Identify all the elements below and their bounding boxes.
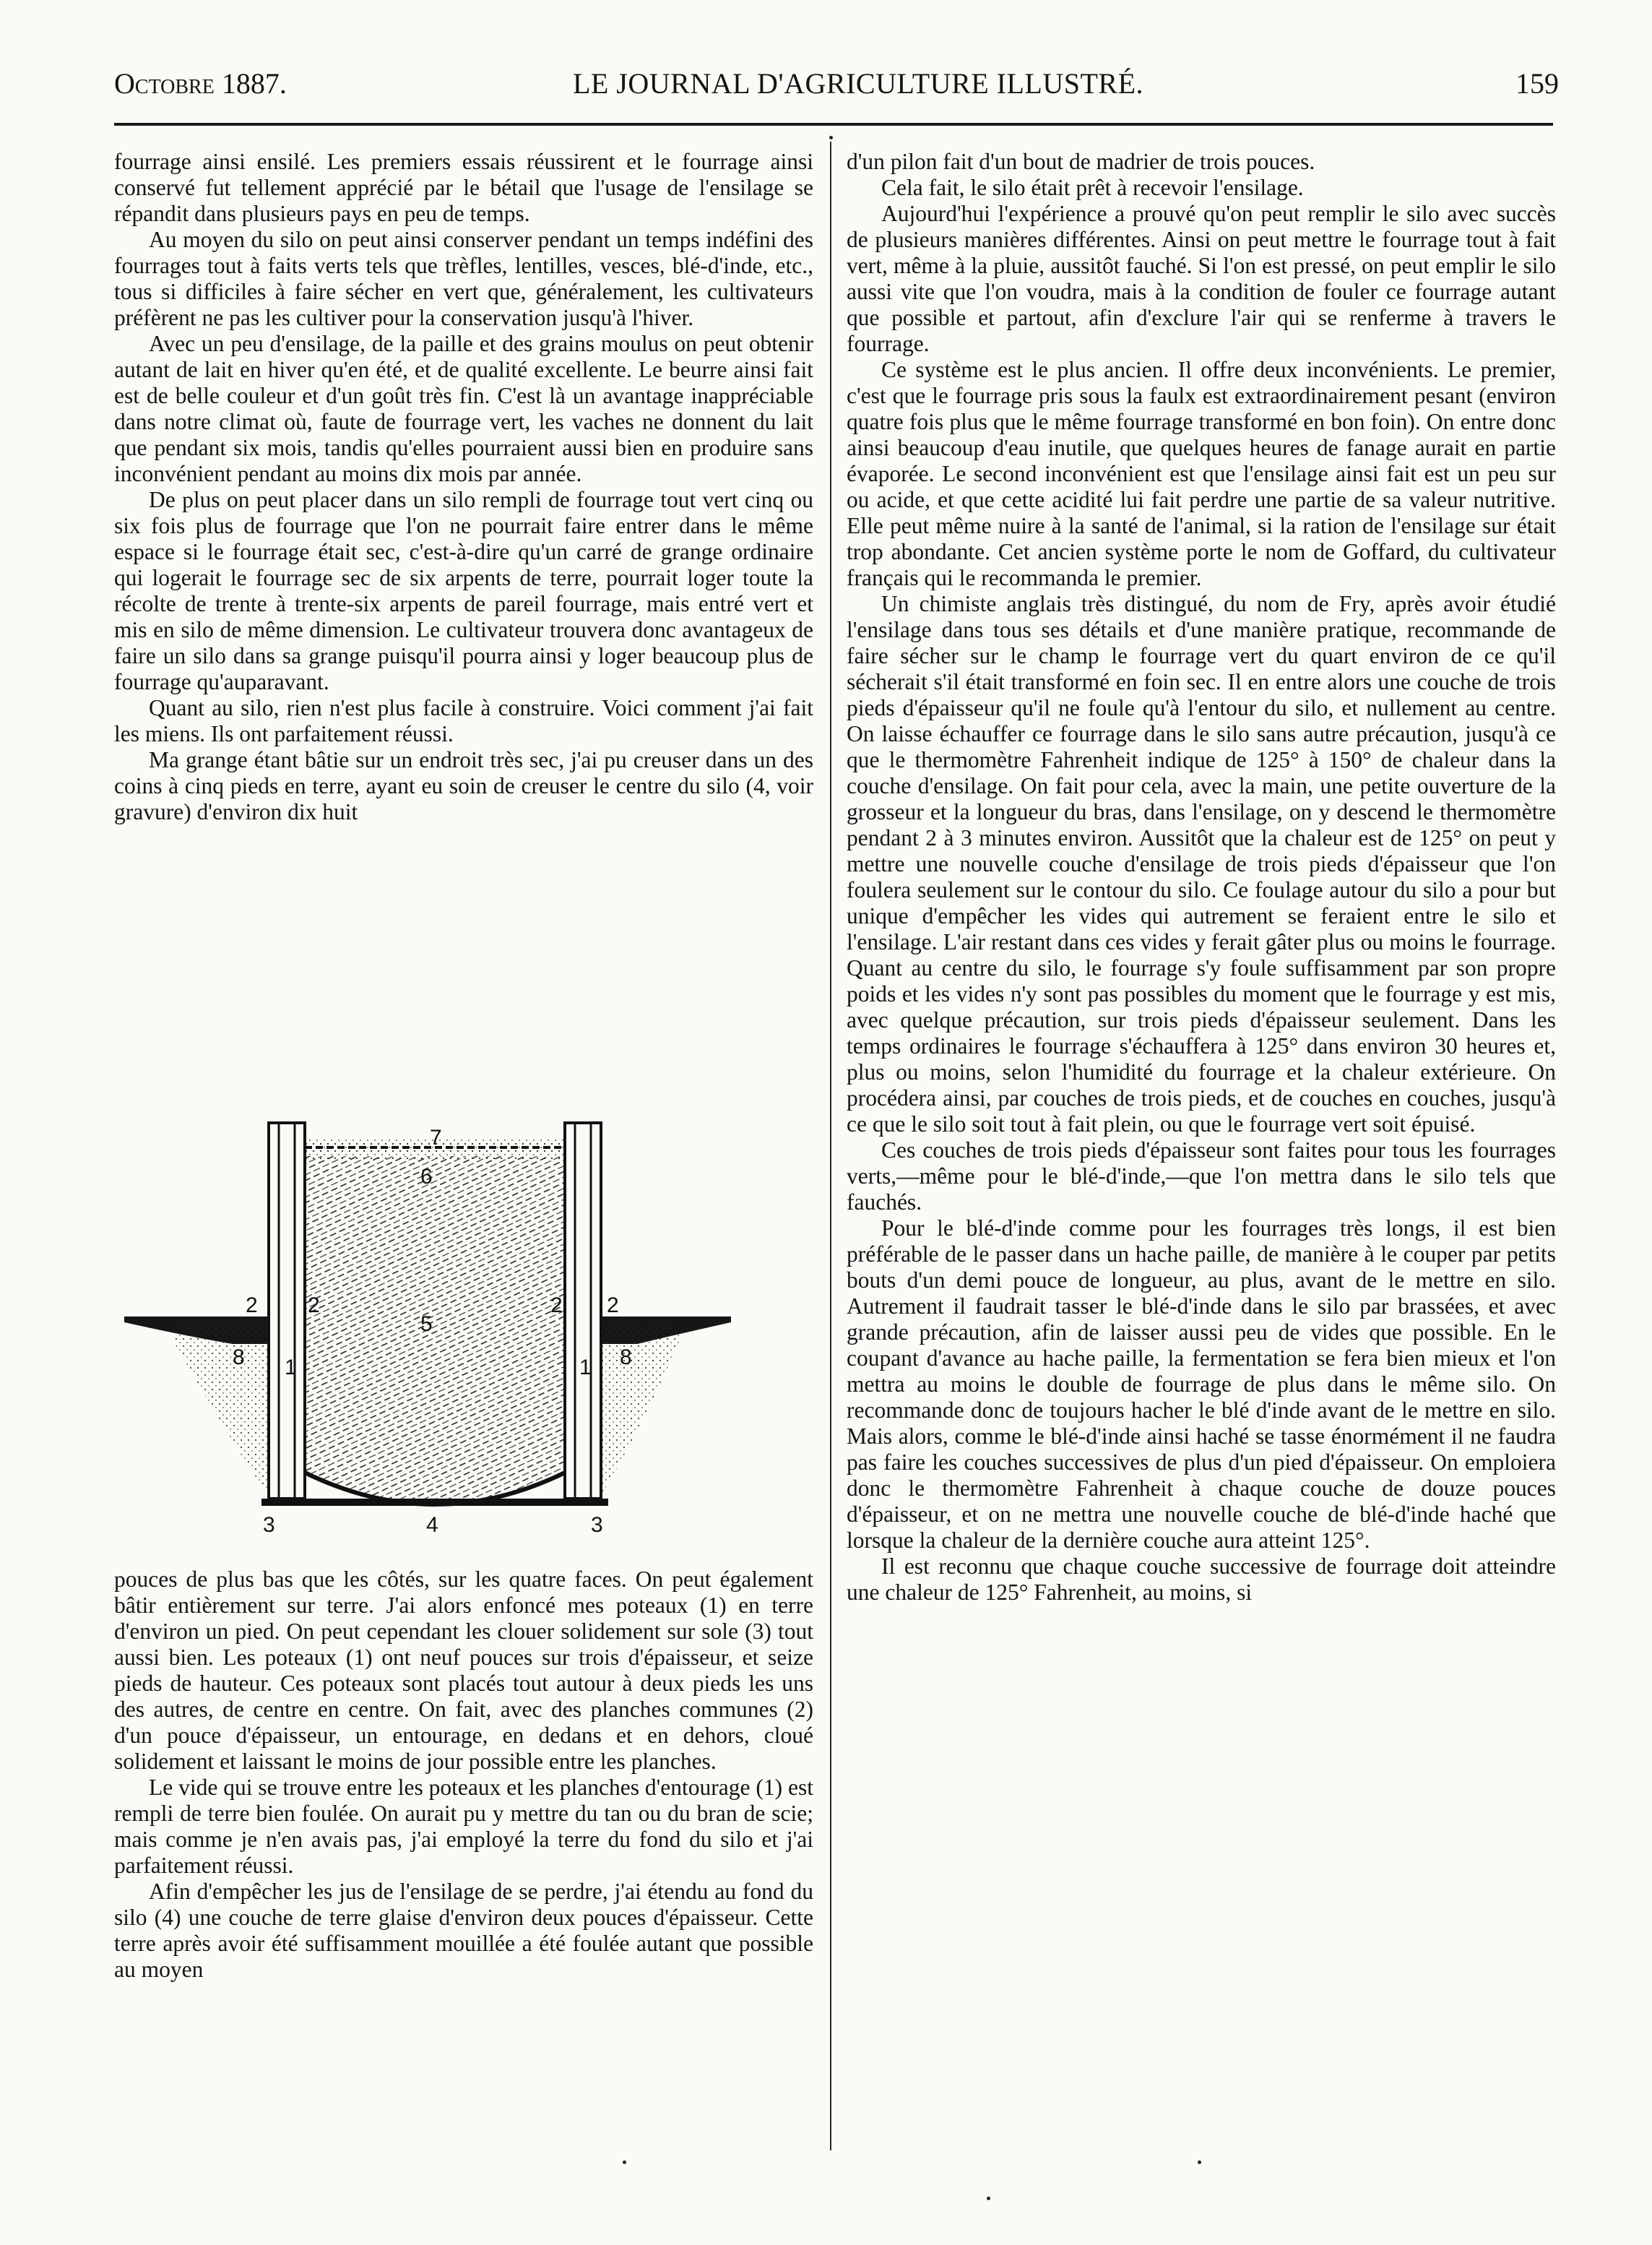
- label-2-outer-right: 2: [607, 1293, 619, 1317]
- paragraph: Quant au silo, rien n'est plus facile à construire. Voici comment j'ai fait les miens. Ils ont parfaitement réussi.: [114, 695, 813, 746]
- ornament-dot: [987, 2197, 990, 2200]
- paragraph: Cela fait, le silo était prêt à recevoir l'ensilage.: [881, 175, 1304, 200]
- label-3-left: 3: [263, 1513, 275, 1537]
- paragraph: Ma grange étant bâtie sur un endroit très sec, j'ai pu creuser dans un des coins à cinq pieds en terre, ayant eu soin de creuser le centre du silo (4, voir gravure) d'environ dix huit: [114, 747, 813, 824]
- right-column: [847, 149, 1556, 1606]
- label-2-inner-left: 2: [308, 1293, 320, 1317]
- page-number: 159: [1515, 67, 1559, 100]
- earth-right: [601, 1322, 688, 1496]
- paragraph: pouces de plus bas que les côtés, sur les quatre faces. On peut également bâtir entièrement sur terre. J'ai alors enfoncé mes poteaux (1) en terre d'environ un pied. On peut cependant les clouer solidement sur sole (3) tout aussi bien. Les poteaux (1) ont neuf pouces sur trois d'épaisseur, et seize pieds de hauteur. Ces poteaux sont placés tout autour à deux pieds les uns des autres, de centre en centre. On fait, avec des planches communes (2) d'un pouce d'épaisseur, un entourage, en dedans et en dehors, cloué solidement et laissant le moins de jour possible entre les planches.: [114, 1567, 813, 1774]
- left-column-lower: [114, 1567, 813, 1983]
- paragraph: Pour le blé-d'inde comme pour les fourrages très longs, il est bien préférable de le passer dans un hache paille, de manière à le couper par petits bouts d'un demi pouce de longueur, au plus, avant de le mettre en silo. Autrement il faudrait tasser le blé-d'inde dans le silo par brassées, et avec grande précaution, afin de laisser aussi peu de vides que possible. En le coupant d'avance au hache paille, la fermentation se fera bien mieux et l'on mettra au moins le double de fourrage de plus dans le même silo. On recommande donc de toujours hacher le blé d'inde avant de le mettre en silo. Mais alors, comme le blé-d'inde ainsi haché se tasse énormément il ne faudra pas faire les couches successives de plus d'un pied d'épaisseur. On emploiera donc le thermomètre Fahrenheit à chaque couche de douze pouces d'épaisseur, et on ne mettra une nouvelle couche de blé-d'inde haché que lorsque la chaleur de la dernière couche aura atteint 125°.: [847, 1215, 1556, 1553]
- page-header: [114, 62, 1559, 105]
- label-2-outer-left: 2: [246, 1293, 258, 1317]
- label-2-inner-right: 2: [550, 1293, 563, 1317]
- paragraph: d'un pilon fait d'un bout de madrier de trois pouces.: [847, 149, 1315, 174]
- journal-title: LE JOURNAL D'AGRICULTURE ILLUSTRÉ.: [572, 67, 1144, 100]
- label-5: 5: [420, 1312, 433, 1336]
- ornament-dot: [1198, 2160, 1201, 2164]
- label-4: 4: [426, 1513, 438, 1537]
- left-wall: [269, 1123, 305, 1499]
- paragraph: Ce système est le plus ancien. Il offre deux inconvénients. Le premier, c'est que le fourrage pris sous la faulx est extraordinairement pesant (environ quatre fois plus que le même fourrage transformé en bon foin). On entre donc ainsi beaucoup d'eau inutile, que quelques heures de fanage aurait en partie évaporée. Le second inconvénient est que l'ensilage ainsi fait est un peu sur ou acide, et que cette acidité lui fait perdre une partie de sa valeur nutritive. Elle peut même nuire à la santé de l'animal, si la ration de l'ensilage sur était trop abondante. Cet ancien système porte le nom de Goffard, du cultivateur français qui le recommanda le premier.: [847, 357, 1556, 590]
- label-8-left: 8: [233, 1345, 245, 1369]
- paragraph: Le vide qui se trouve entre les poteaux et les planches d'entourage (1) est rempli de terre bien foulée. On aurait pu y mettre du tan ou du bran de scie; mais comme je n'en avais pas, j'ai employé la terre du fond du silo et j'ai parfaitement réussi.: [114, 1775, 813, 1878]
- label-6: 6: [420, 1165, 433, 1189]
- silage-fill: [305, 1156, 565, 1502]
- label-8-right: 8: [620, 1345, 632, 1369]
- column-divider: [830, 142, 831, 2150]
- silo-diagram: [124, 1106, 731, 1539]
- right-wall: [565, 1123, 601, 1499]
- paragraph: fourrage ainsi ensilé. Les premiers essais réussirent et le fourrage ainsi conservé fut tellement apprécié par le bétail que l'usage de l'ensilage se répandit dans plusieurs pays en peu de temps.: [114, 149, 813, 226]
- paragraph: Il est reconnu que chaque couche successive de fourrage doit atteindre une chaleur de 125° Fahrenheit, au moins, si: [847, 1554, 1556, 1605]
- silo-cross-section-figure: [124, 1106, 731, 1539]
- label-1-right: 1: [579, 1356, 592, 1379]
- paragraph: Ces couches de trois pieds d'épaisseur sont faites pour tous les fourrages verts,—même pour le blé-d'inde,—que l'on mettra dans le silo tels que fauchés.: [847, 1137, 1556, 1215]
- label-7: 7: [430, 1126, 442, 1150]
- paragraph: Avec un peu d'ensilage, de la paille et des grains moulus on peut obtenir autant de lait en hiver qu'en été, et de qualité excellente. Le beurre ainsi fait est de belle couleur et d'un goût très fin. C'est là un avantage inappréciable dans notre climat où, faute de fourrage vert, les vaches ne donnent du lait que pendant six mois, tandis qu'elles pourraient aussi bien en produire sans inconvénient pendant au moins dix mois par année.: [114, 331, 813, 486]
- left-column-upper: [114, 149, 813, 825]
- label-3-right: 3: [591, 1513, 603, 1537]
- ornament-dot: [829, 136, 833, 139]
- paragraph: Au moyen du silo on peut ainsi conserver pendant un temps indéfini des fourrages tout à faits verts tels que trèfles, lentilles, vesces, blé-d'inde, etc., tous si difficiles à faire sécher en vert que, généralement, les cultivateurs préfèrent ne pas les cultiver pour la conservation jusqu'à l'hiver.: [114, 227, 813, 330]
- sole: [261, 1499, 608, 1506]
- earth-left: [175, 1322, 269, 1496]
- paragraph: De plus on peut placer dans un silo rempli de fourrage tout vert cinq ou six fois plus de fourrage que l'on ne pourrait faire entrer dans le même espace si le fourrage était sec, c'est-à-dire qu'un carré de grange ordinaire qui logerait le fourrage sec de six arpents de terre, pourrait loger toute la récolte de trente à trente-six arpents de pareil fourrage, mais entré vert et mis en silo de même dimension. Le cultivateur trouvera donc avantageux de faire un silo dans sa grange puisqu'il pourra ainsi y loger beaucoup plus de fourrage qu'auparavant.: [114, 487, 813, 694]
- paragraph: Afin d'empêcher les jus de l'ensilage de se perdre, j'ai étendu au fond du silo (4) une couche de terre glaise d'environ deux pouces d'épaisseur. Cette terre après avoir été suffisamment mouillée a été foulée autant que possible au moyen: [114, 1879, 813, 1982]
- paragraph: Un chimiste anglais très distingué, du nom de Fry, après avoir étudié l'ensilage dans tous ses détails et d'une manière pratique, recommande de faire sécher sur le champ le fourrage vert du quart environ de ce qu'il sécherait s'il était transformé en foin sec. Il en entre alors une couche de trois pieds d'épaisseur qu'il ne foule qu'à l'entour du silo, et nullement au centre. On laisse échauffer ce fourrage dans le silo sans autre précaution, jusqu'à ce que le thermomètre Fahrenheit indique de 125° à 150° de chaleur dans la couche d'ensilage. On fait pour cela, avec la main, une petite ouverture de la grosseur et la longueur du bras, dans l'ensilage, on y descend le thermomètre pendant 2 à 3 minutes environ. Aussitôt que la chaleur est de 125° on peut y mettre une nouvelle couche d'ensilage de trois pieds d'épaisseur que l'on foulera seulement sur le contour du silo. Ce foulage autour du silo a pour but unique d'empêcher les vides qui autrement se feraient entre le silo et l'ensilage. L'air restant dans ces vides y ferait gâter plus ou moins le fourrage. Quant au centre du silo, le fourrage s'y foule suffisamment par son propre poids et les vides n'y sont pas possibles du moment que le fourrage y est mis, avec quelque précaution, sur trois pieds d'épaisseur seulement. Dans les temps ordinaires le fourrage s'échauffera à 125° dans environ 30 heures et, plus ou moins, selon l'humidité du fourrage et la chaleur extérieure. On procédera ainsi, par couches de trois pieds, et de couches en couches, jusqu'à ce que le silo soit tout à fait plein, ou que le fourrage vert soit épuisé.: [847, 591, 1556, 1137]
- ornament-dot: [623, 2160, 626, 2164]
- header-date: Octobre 1887.: [114, 67, 287, 100]
- paragraph: Aujourd'hui l'expérience a prouvé qu'on peut remplir le silo avec succès de plusieurs manières différentes. Ainsi on peut mettre le fourrage tout à fait vert, même à la pluie, aussitôt fauché. Si l'on est pressé, on peut emplir le silo aussi vite que l'on voudra, mais à la condition de fouler ce fourrage autant que possible et partout, afin d'exclure l'air qui se renferme à travers le fourrage.: [847, 201, 1556, 356]
- label-1-left: 1: [285, 1356, 297, 1379]
- header-rule: [114, 123, 1553, 126]
